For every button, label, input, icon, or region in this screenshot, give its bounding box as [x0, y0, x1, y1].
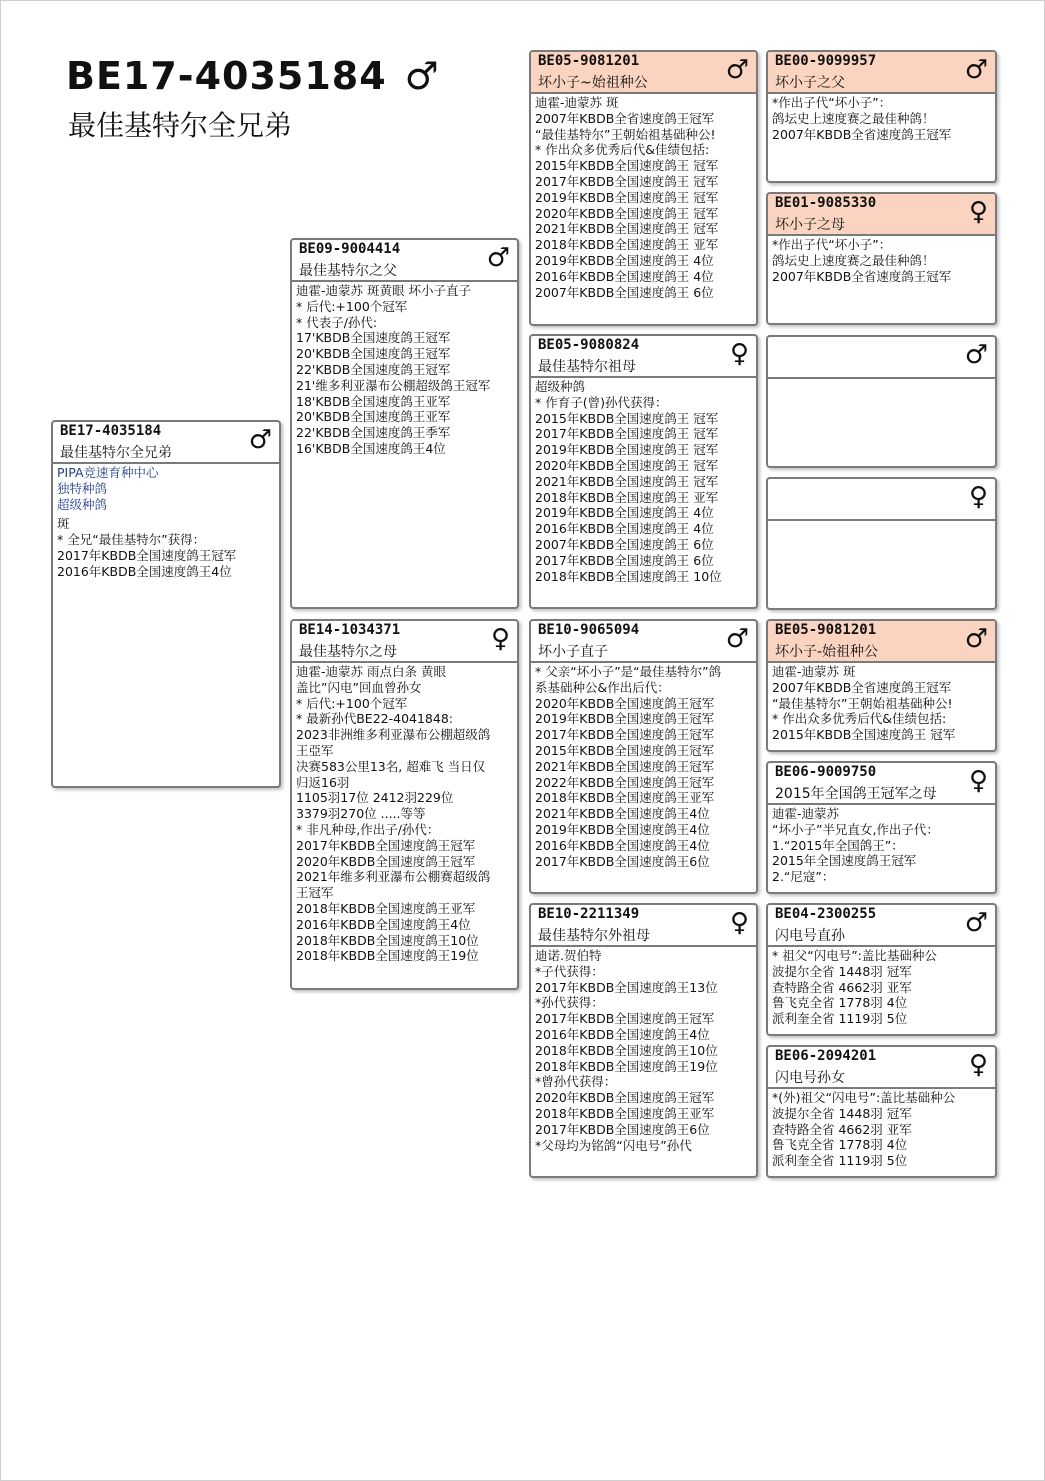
note-line: 迪霍-迪蒙苏 [772, 806, 840, 821]
pigeon-name: 坏小子之父 [775, 75, 845, 91]
note-line: 20'KBDB全国速度鸽王亚军 [296, 409, 451, 425]
note-line: 独特种鸽 [57, 480, 108, 496]
note-line: * 全兄“最佳基特尔”获得： [57, 532, 206, 548]
note-line: 2023非洲维多利亚瀑布公棚超级鸽 [296, 727, 491, 743]
note-line: 2017年KBDB全国速度鸽王冠军 [535, 727, 715, 743]
note-line: * 后代:+100个冠军 [296, 695, 408, 711]
female-icon: ♀ [729, 339, 749, 369]
card-dd-sire [766, 903, 997, 1036]
card-sd-dam [766, 477, 997, 610]
note-line: * 作出众多优秀后代&佳绩包括: [772, 711, 947, 727]
note-line: *孙代获得： [535, 995, 604, 1011]
note-line: 派利奎全省 1119羽 5位 [772, 1153, 908, 1169]
card-header [292, 621, 517, 663]
note-line: * 父亲“坏小子”是“最佳基特尔”鸽 [535, 664, 722, 679]
card-ds-sire [766, 619, 997, 752]
note-line: 2.“尼寇”： [772, 869, 835, 885]
note-line: 2018年KBDB全国速度鸽王 亚军 [535, 237, 719, 253]
note-line: 鲁飞克全省 1778羽 4位 [772, 1137, 908, 1153]
male-icon: ♂ [725, 55, 749, 85]
card-header [768, 337, 995, 379]
ring-number: BE10-9065094 [538, 622, 640, 638]
female-icon: ♀ [490, 624, 510, 654]
card-notes [768, 521, 995, 522]
note-line: 2021年维多利亚瀑布公棚赛超级鸽 [296, 869, 491, 885]
card-notes [531, 663, 756, 869]
note-line: 2021年KBDB全国速度鸽王4位 [535, 806, 710, 822]
male-icon: ♂ [404, 54, 440, 98]
note-line: 2021年KBDB全国速度鸽王 冠军 [535, 473, 719, 489]
note-line: 2019年KBDB全国速度鸽王 4位 [535, 252, 714, 268]
note-line: *父母均为铭鸽“闪电号”孙代 [535, 1137, 692, 1153]
note-line: 2007年KBDB全省速度鸽王冠军 [772, 126, 952, 142]
card-notes [292, 282, 517, 457]
pigeon-name: 闪电号孙女 [775, 1070, 845, 1086]
card-sd-sire [766, 335, 997, 468]
note-line: 2017年KBDB全国速度鸽王 冠军 [535, 426, 719, 442]
note-line: 2017年KBDB全国速度鸽王冠军 [296, 837, 476, 853]
note-line: 16'KBDB全国速度鸽王4位 [296, 440, 446, 456]
note-line: 王冠军 [296, 885, 334, 901]
note-line: 2015年KBDB全国速度鸽王 冠军 [535, 158, 719, 174]
note-line: 2022年KBDB全国速度鸽王冠军 [535, 774, 715, 790]
card-notes [531, 94, 756, 300]
note-line: 迪霍-迪蒙苏 斑 [772, 664, 856, 679]
note-line: 2021年KBDB全国速度鸽王冠军 [535, 758, 715, 774]
note-line: “坏小子”半兄直女,作出子代： [772, 821, 939, 837]
note-line: 2016年KBDB全国速度鸽王4位 [535, 1026, 710, 1042]
note-line: 2017年KBDB全国速度鸽王 冠军 [535, 173, 719, 189]
note-line: * 后代:+100个冠军 [296, 298, 408, 314]
note-line: 2016年KBDB全国速度鸽王4位 [296, 916, 471, 932]
female-icon: ♀ [968, 482, 988, 512]
note-line: *子代获得： [535, 963, 604, 979]
note-line: 系基础种公&作出后代： [535, 679, 670, 695]
note-line: 2018年KBDB全国速度鸽王10位 [535, 1042, 718, 1058]
note-line: 2018年KBDB全国速度鸽王 亚军 [535, 489, 719, 505]
note-line: “最佳基特尔”王朝始祖基础种公! [535, 126, 716, 142]
ring-number: BE05-9081201 [775, 622, 877, 638]
note-line: 2017年KBDB全国速度鸽王6位 [535, 1121, 710, 1137]
ring-number: BE01-9085330 [775, 195, 877, 211]
note-line: 迪霍-迪蒙苏 雨点白条 黄眼 [296, 664, 446, 679]
note-line: 2007年KBDB全省速度鸽王冠军 [772, 679, 952, 695]
card-ss-dam [766, 192, 997, 325]
note-line: 2016年KBDB全国速度鸽王4位 [535, 837, 710, 853]
ring-number: BE06-2094201 [775, 1048, 877, 1064]
card-notes [53, 464, 279, 580]
note-line: 查特路全省 4662羽 亚军 [772, 1121, 912, 1137]
note-line: 20'KBDB全国速度鸽王冠军 [296, 346, 451, 362]
note-line: 归返16羽 [296, 774, 350, 790]
male-icon: ♂ [964, 340, 988, 370]
card-header [768, 479, 995, 521]
note-line: 2017年KBDB全国速度鸽王冠军 [535, 1011, 715, 1027]
ring-number: BE05-9080824 [538, 337, 640, 353]
note-line: 2018年KBDB全国速度鸽王 10位 [535, 568, 722, 584]
note-line: 2020年KBDB全国速度鸽王 冠军 [535, 205, 719, 221]
pigeon-name: 闪电号直孙 [775, 928, 845, 944]
note-line: 2020年KBDB全国速度鸽王冠军 [535, 695, 715, 711]
note-line: *作出子代“坏小子”： [772, 237, 892, 252]
pigeon-name: 2015年全国鸽王冠军之母 [775, 786, 937, 802]
note-line: 2020年KBDB全国速度鸽王 冠军 [535, 457, 719, 473]
pigeon-name: 坏小子-始祖种公 [775, 644, 879, 660]
note-line: 鸽坛史上速度赛之最佳种鸽！ [772, 110, 935, 126]
page-subtitle: 最佳基特尔全兄弟 [68, 109, 293, 142]
pigeon-name: 最佳基特尔祖母 [538, 359, 636, 375]
note-line: 2018年KBDB全国速度鸽王19位 [296, 948, 479, 964]
note-line: 2018年KBDB全国速度鸽王19位 [535, 1058, 718, 1074]
card-header [531, 336, 756, 378]
male-icon: ♂ [486, 243, 510, 273]
note-line: 18'KBDB全国速度鸽王亚军 [296, 393, 451, 409]
ring-number: BE17-4035184 [60, 423, 162, 439]
note-line: 2016年KBDB全国速度鸽王 4位 [535, 268, 714, 284]
card-dam [290, 619, 519, 990]
note-line: *作出子代“坏小子”： [772, 95, 892, 110]
note-line: 3379羽270位 .....等等 [296, 806, 426, 822]
note-line: 波提尔全省 1448羽 冠军 [772, 963, 912, 979]
card-ss-sire [766, 50, 997, 183]
card-notes [768, 236, 995, 284]
note-line: 2021年KBDB全国速度鸽王 冠军 [535, 221, 719, 237]
note-line: 超级种鸽 [57, 496, 108, 512]
note-line: 查特路全省 4662羽 亚军 [772, 979, 912, 995]
note-line: 2020年KBDB全国速度鸽王冠军 [296, 853, 476, 869]
note-line: 派利奎全省 1119羽 5位 [772, 1011, 908, 1027]
note-line: 2018年KBDB全国速度鸽王亚军 [535, 790, 715, 806]
note-line: 2015年KBDB全国速度鸽王 冠军 [535, 410, 719, 426]
note-line: * 代表子/孙代: [296, 314, 378, 330]
page-title-ring: BE17-4035184 [66, 54, 387, 98]
note-line: 2007年KBDB全国速度鸽王 6位 [535, 284, 714, 300]
note-line: 2017年KBDB全国速度鸽王冠军 [57, 547, 237, 563]
card-notes [531, 947, 756, 1153]
note-line: 2007年KBDB全国速度鸽王 6位 [535, 536, 714, 552]
note-line: *(外)祖父“闪电号”:盖比基础种公 [772, 1090, 956, 1105]
card-notes [292, 663, 517, 964]
note-line: 鲁飞克全省 1778羽 4位 [772, 995, 908, 1011]
male-icon: ♂ [964, 55, 988, 85]
note-line: 2016年KBDB全国速度鸽王 4位 [535, 521, 714, 537]
male-icon: ♂ [964, 624, 988, 654]
note-line: 2019年KBDB全国速度鸽王4位 [535, 821, 710, 837]
note-line: PIPA竞速育种中心 [57, 465, 159, 480]
card-header [768, 905, 995, 947]
female-icon: ♀ [968, 197, 988, 227]
pigeon-name: 坏小子直子 [538, 644, 608, 660]
note-line: * 作出众多优秀后代&佳绩包括: [535, 142, 710, 158]
note-line: 17'KBDB全国速度鸽王冠军 [296, 330, 451, 346]
card-notes [768, 379, 995, 380]
card-notes [768, 805, 995, 885]
note-line: 2020年KBDB全国速度鸽王冠军 [535, 1090, 715, 1106]
note-line: 迪诺.贺伯特 [535, 948, 602, 963]
female-icon: ♀ [729, 908, 749, 938]
card-ds-dam [766, 761, 997, 894]
card-header [531, 52, 756, 94]
note-line: *曾孙代获得： [535, 1074, 617, 1090]
page-title [66, 54, 440, 98]
note-line: 2018年KBDB全国速度鸽王10位 [296, 932, 479, 948]
card-subject [51, 420, 281, 788]
note-line: 2016年KBDB全国速度鸽王4位 [57, 563, 232, 579]
note-line: 2019年KBDB全国速度鸽王 冠军 [535, 189, 719, 205]
note-line: 22'KBDB全国速度鸽王冠军 [296, 361, 451, 377]
card-sire-sire [529, 50, 758, 326]
card-notes [768, 94, 995, 142]
note-line: * 作育子(曾)孙代获得： [535, 394, 668, 410]
note-line: 2018年KBDB全国速度鸽王亚军 [535, 1105, 715, 1121]
note-line: 1.“2015年全国鸽王”： [772, 837, 904, 853]
ring-number: BE00-9099957 [775, 53, 877, 69]
note-line: 波提尔全省 1448羽 冠军 [772, 1105, 912, 1121]
note-line: 盖比”闪电”回血曾孙女 [296, 679, 422, 695]
note-line: 2015年全国速度鸽王冠军 [772, 853, 917, 869]
note-line: 迪霍-迪蒙苏 斑 [535, 95, 619, 110]
note-line: 2018年KBDB全国速度鸽王亚军 [296, 900, 476, 916]
pigeon-name: 坏小子~始祖种公 [538, 75, 648, 91]
card-dd-dam [766, 1045, 997, 1178]
note-line: 2017年KBDB全国速度鸽王6位 [535, 853, 710, 869]
female-icon: ♀ [968, 766, 988, 796]
pigeon-name: 坏小子之母 [775, 217, 845, 233]
pigeon-name: 最佳基特尔全兄弟 [60, 445, 172, 461]
note-line: 2007年KBDB全省速度鸽王冠军 [772, 268, 952, 284]
ring-number: BE04-2300255 [775, 906, 877, 922]
note-line: * 祖父“闪电号”:盖比基础种公 [772, 948, 937, 963]
note-line: 21'维多利亚瀑布公棚超级鸽王冠军 [296, 377, 491, 393]
card-header [292, 240, 517, 282]
ring-number: BE06-9009750 [775, 764, 877, 780]
note-line: 2019年KBDB全国速度鸽王 冠军 [535, 442, 719, 458]
card-notes [768, 947, 995, 1027]
note-line: 2017年KBDB全国速度鸽王13位 [535, 979, 718, 995]
card-header [768, 194, 995, 236]
card-header [53, 422, 279, 464]
card-header [768, 52, 995, 94]
note-line: 2019年KBDB全国速度鸽王 4位 [535, 505, 714, 521]
male-icon: ♂ [725, 624, 749, 654]
pigeon-name: 最佳基特尔之母 [299, 644, 397, 660]
card-notes [531, 378, 756, 584]
card-header [768, 621, 995, 663]
card-notes [768, 1089, 995, 1169]
note-line: 2019年KBDB全国速度鸽王冠军 [535, 711, 715, 727]
note-line: 超级种鸽 [535, 379, 586, 394]
ring-number: BE05-9081201 [538, 53, 640, 69]
card-header [531, 621, 756, 663]
note-line: 2015年KBDB全国速度鸽王冠军 [535, 742, 715, 758]
card-notes [768, 663, 995, 743]
male-icon: ♂ [248, 425, 272, 455]
note-line: 1105羽17位 2412羽229位 [296, 790, 454, 806]
note-line: 决赛583公里13名, 超难飞 当日仅 [296, 758, 486, 774]
card-header [768, 763, 995, 805]
note-line: 2015年KBDB全国速度鸽王 冠军 [772, 727, 956, 743]
note-line: 2007年KBDB全省速度鸽王冠军 [535, 110, 715, 126]
card-sire [290, 238, 519, 609]
note-line: 王亞军 [296, 742, 334, 758]
note-line: * 最新孙代BE22-4041848: [296, 711, 453, 727]
card-sire-dam [529, 334, 758, 609]
ring-number: BE09-9004414 [299, 241, 401, 257]
note-line: 鸽坛史上速度赛之最佳种鸽！ [772, 252, 935, 268]
pigeon-name: 最佳基特尔之父 [299, 263, 397, 279]
note-line: “最佳基特尔”王朝始祖基础种公! [772, 695, 953, 711]
male-icon: ♂ [964, 908, 988, 938]
note-line: 迪霍-迪蒙苏 斑黄眼 坏小子直子 [296, 283, 471, 298]
female-icon: ♀ [968, 1050, 988, 1080]
card-header [768, 1047, 995, 1089]
note-line: * 非凡种母,作出子/孙代： [296, 821, 440, 837]
note-line: 22'KBDB全国速度鸽王季军 [296, 425, 451, 441]
ring-number: BE10-2211349 [538, 906, 640, 922]
card-header [531, 905, 756, 947]
pigeon-name: 最佳基特尔外祖母 [538, 928, 650, 944]
note-line: 2017年KBDB全国速度鸽王 6位 [535, 552, 714, 568]
card-dam-dam [529, 903, 758, 1178]
ring-number: BE14-1034371 [299, 622, 401, 638]
note-line: 斑 [57, 516, 70, 532]
card-dam-sire [529, 619, 758, 894]
